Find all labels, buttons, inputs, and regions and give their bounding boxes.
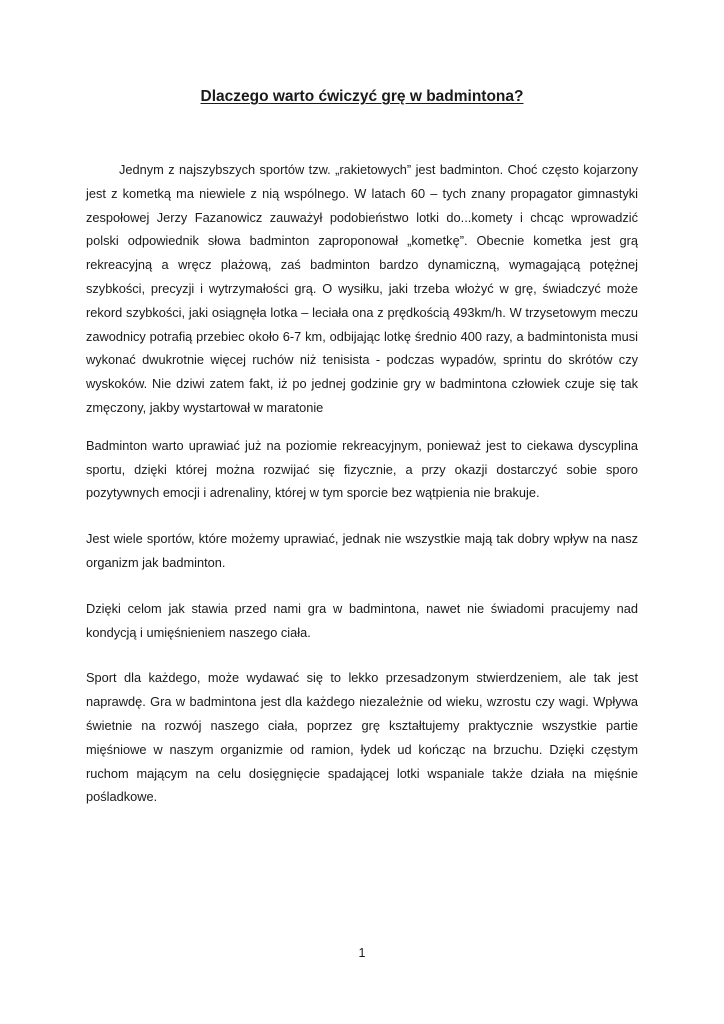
document-title: Dlaczego warto ćwiczyć grę w badmintona? (200, 88, 524, 105)
paragraph-fitness: Dzięki celom jak stawia przed nami gra w badmintona, nawet nie świadomi pracujemy nad kondycją i umięśnieniem naszego ciała. (86, 600, 638, 640)
page-number: 1 (358, 946, 366, 960)
document-body (86, 158, 638, 809)
paragraph-intro: Jednym z najszybszych sportów tzw. „rakietowych” jest badminton. Choć często kojarzony jest z kometką ma niewiele z nią wspólnego. W latach 60 – tych znany propagator gimnastyki zespołowej Jerzy Fazanowicz zauważył podobieństwo lotki do...komety i chcąc wprowadzić polski odpowiednik słowa badminton zaproponował „kometkę”. Obecnie kometka jest grą rekreacyjną a wręcz plażową, zaś badminton bardzo dynamiczną, wymagającą potężnej szybkości, precyzji i wytrzymałości grą. O wysiłku, jaki trzeba włożyć w grę, świadczyć może rekord szybkości, jaki osiągnęła lotka – leciała ona z prędkością 493km/h. W trzysetowym meczu zawodnicy potrafią przebiec około 6-7 km, odbijając lotkę średnio 400 razy, a badmintonista musi wykonać dwukrotnie więcej ruchów niż tenisista - podczas wypadów, sprintu do skrótów czy wyskoków. Nie dziwi zatem fakt, iż po jednej godzinie gry w badmintona człowiek czuje się tak zmęczony, jakby wystartował w maratonie (86, 162, 638, 415)
paragraph-benefits: Jest wiele sportów, które możemy uprawiać, jednak nie wszystkie mają tak dobry wpływ na nasz organizm jak badminton. (86, 531, 638, 570)
paragraph-recreation: Badminton warto uprawiać już na poziomie rekreacyjnym, ponieważ jest to ciekawa dyscyplina sportu, dzięki której można rozwijać się fizycznie, a przy okazji dostarczyć sobie sporo pozytywnych emocji i adrenaliny, której w tym sporcie bez wątpienia nie brakuje. (86, 437, 638, 501)
paragraph-everyone: Sport dla każdego, może wydawać się to lekko przesadzonym stwierdzeniem, ale tak jest naprawdę. Gra w badmintona jest dla każdego niezależnie od wieku, wzrostu czy wagi. Wpływa świetnie na rozwój naszego ciała, poprzez grę kształtujemy praktycznie wszystkie partie mięśniowe w naszym organizmie od ramion, łydek ud kończąc na brzuchu. Dzięki częstym ruchom mającym na celu dosięgnięcie spadającej lotki wspaniale także działa na mięśnie pośladkowe. (86, 670, 638, 805)
